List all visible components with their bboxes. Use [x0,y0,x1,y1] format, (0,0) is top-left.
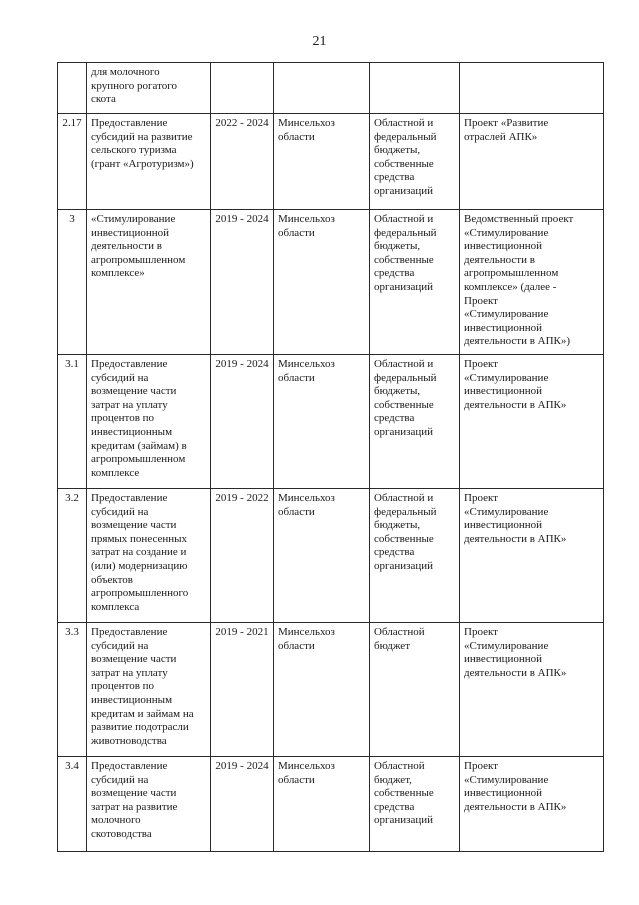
period-cell: 2022 - 2024 [211,114,274,210]
table-row [58,63,604,114]
row-number-cell: 3.2 [58,489,87,623]
row-number-cell: 3.1 [58,355,87,489]
table-row [58,210,604,355]
row-number-cell [58,63,87,114]
measure-name-cell: «Стимулирование инвестиционной деятельности в агропромышленном комплексе» [87,210,211,355]
project-cell: Проект «Стимулирование инвестиционной деятельности в АПК» [460,355,604,489]
executor-cell: Минсельхоз области [274,623,370,757]
funding-source-cell: Областной и федеральный бюджеты, собственные средства организаций [370,114,460,210]
period-cell: 2019 - 2024 [211,355,274,489]
row-number-cell: 2.17 [58,114,87,210]
project-cell [460,63,604,114]
table-row [58,757,604,852]
period-cell: 2019 - 2024 [211,210,274,355]
measure-name-cell: Предоставление субсидий на возмещение части затрат на уплату процентов по инвестиционным кредитам (займам) в агропромышленном комплексе [87,355,211,489]
measure-name-cell: для молочного крупного рогатого скота [87,63,211,114]
executor-cell: Минсельхоз области [274,355,370,489]
period-cell: 2019 - 2022 [211,489,274,623]
measures-table [57,62,604,852]
executor-cell: Минсельхоз области [274,210,370,355]
funding-source-cell: Областной и федеральный бюджеты, собственные средства организаций [370,210,460,355]
measure-name-cell: Предоставление субсидий на развитие сельского туризма (грант «Агротуризм») [87,114,211,210]
executor-cell: Минсельхоз области [274,114,370,210]
funding-source-cell: Областной бюджет, собственные средства организаций [370,757,460,852]
executor-cell: Минсельхоз области [274,757,370,852]
period-cell [211,63,274,114]
table-row [58,114,604,210]
period-cell: 2019 - 2024 [211,757,274,852]
measure-name-cell: Предоставление субсидий на возмещение части затрат на уплату процентов по инвестиционным кредитам и займам на развитие подотрасли животноводства [87,623,211,757]
project-cell: Проект «Стимулирование инвестиционной деятельности в АПК» [460,623,604,757]
project-cell: Проект «Стимулирование инвестиционной деятельности в АПК» [460,489,604,623]
project-cell: Проект «Стимулирование инвестиционной деятельности в АПК» [460,757,604,852]
period-cell: 2019 - 2021 [211,623,274,757]
funding-source-cell [370,63,460,114]
row-number-cell: 3 [58,210,87,355]
table-row [58,623,604,757]
project-cell: Ведомственный проект «Стимулирование инвестиционной деятельности в агропромышленном комплексе» (далее - Проект «Стимулирование инвестиционной деятельности в АПК») [460,210,604,355]
table-row [58,489,604,623]
page-number: 21 [312,34,327,49]
project-cell: Проект «Развитие отраслей АПК» [460,114,604,210]
executor-cell [274,63,370,114]
measure-name-cell: Предоставление субсидий на возмещение части прямых понесенных затрат на создание и (или) модернизацию объектов агропромышленного комплекса [87,489,211,623]
executor-cell: Минсельхоз области [274,489,370,623]
row-number-cell: 3.3 [58,623,87,757]
funding-source-cell: Областной и федеральный бюджеты, собственные средства организаций [370,355,460,489]
row-number-cell: 3.4 [58,757,87,852]
table-row [58,355,604,489]
funding-source-cell: Областной и федеральный бюджеты, собственные средства организаций [370,489,460,623]
measure-name-cell: Предоставление субсидий на возмещение части затрат на развитие молочного скотоводства [87,757,211,852]
funding-source-cell: Областной бюджет [370,623,460,757]
